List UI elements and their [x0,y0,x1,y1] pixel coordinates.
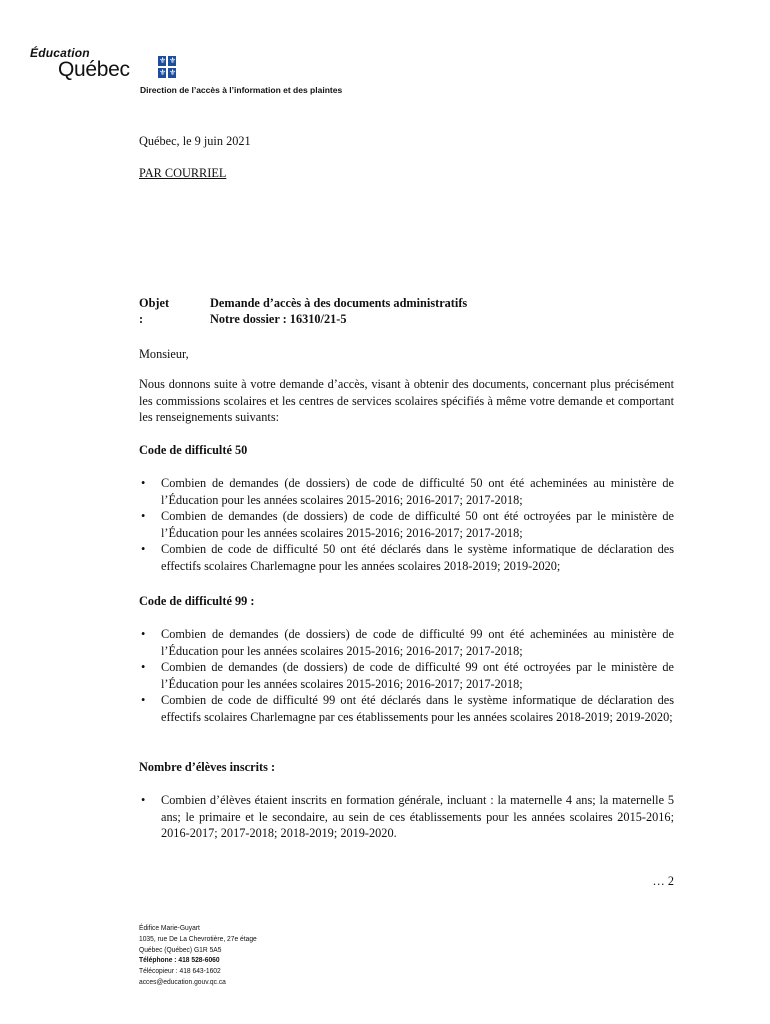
footer-address-line-1: 1035, rue De La Chevrotière, 27e étage [139,933,257,943]
footer-address-line-2: Québec (Québec) G1R 5A5 [139,944,222,954]
object-label: Objet : [139,296,170,326]
list-item: • Combien de code de difficulté 50 ont été déclarés dans le système informatique de déclaration des effectifs scolaires Charlemagne pour les années scolaires 2018-2019; 2019-2020; [139,541,674,574]
bullet-list [139,626,674,725]
logo-education-text: Éducation [30,46,90,60]
object-line-2: Notre dossier : 16310/21-5 [210,312,347,326]
delivery-method: PAR COURRIEL [139,166,227,180]
footer-fax: Télécopieur : 418 643-1602 [139,966,221,976]
list-item: • Combien de demandes (de dossiers) de code de difficulté 99 ont été octroyées par le ministère de l’Éducation pour les années scolaires 2015-2016; 2016-2017; 2017-2018; [139,659,674,692]
object-text [210,295,467,327]
list-item: • Combien de demandes (de dossiers) de code de difficulté 50 ont été octroyées par le ministère de l’Éducation pour les années scolaires 2015-2016; 2016-2017; 2017-2018; [139,508,674,541]
logo-quebec-text: Québec [58,58,130,81]
intro-paragraph: Nous donnons suite à votre demande d’accès, visant à obtenir des documents, concernant plus précisément les commissions scolaires et les centres de services scolaires spécifiés à même votre demande et comportant les renseignements suivants: [139,377,674,424]
footer-address [139,923,257,988]
letter-date: Québec, le 9 juin 2021 [139,134,251,148]
quebec-logo [30,46,190,86]
bullet-list [139,475,674,574]
footer-email: acces@education.gouv.qc.ca [139,976,226,986]
footer-building: Édifice Marie-Guyart [139,923,200,932]
page-continued-marker: … 2 [652,874,674,888]
bullet-list [139,792,674,842]
list-item: • Combien de code de difficulté 99 ont été déclarés dans le système informatique de déclaration des effectifs scolaires Charlemagne par ces établissements pour les années scolaires 2018-2019; 2019-2020; [139,692,674,725]
footer-phone: Téléphone : 418 528-6060 [139,955,220,965]
list-item: • Combien d’élèves étaient inscrits en formation générale, incluant : la maternelle 4 ans; la maternelle 5 ans; le primaire et le secondaire, au sein de ces établissements pour les années scolaires 2015-2016; 2016-2017; 2017-2018; 2018-2019; 2019-2020. [139,792,674,842]
object-line-1: Demande d’accès à des documents administratifs [210,296,468,310]
fleur-de-lis-icon: ⚜ ⚜ ⚜ ⚜ [159,56,177,77]
section-heading: Nombre d’élèves inscrits : [139,760,276,774]
section-heading: Code de difficulté 50 [139,443,248,457]
list-item: • Combien de demandes (de dossiers) de code de difficulté 99 ont été acheminées au ministère de l’Éducation pour les années scolaires 2015-2016; 2016-2017; 2017-2018; [139,626,674,659]
department-name: Direction de l’accès à l’information et des plaintes [140,85,343,95]
salutation: Monsieur, [139,347,189,361]
list-item: • Combien de demandes (de dossiers) de code de difficulté 50 ont été acheminées au ministère de l’Éducation pour les années scolaires 2015-2016; 2016-2017; 2017-2018; [139,475,674,508]
section-heading: Code de difficulté 99 : [139,594,255,608]
